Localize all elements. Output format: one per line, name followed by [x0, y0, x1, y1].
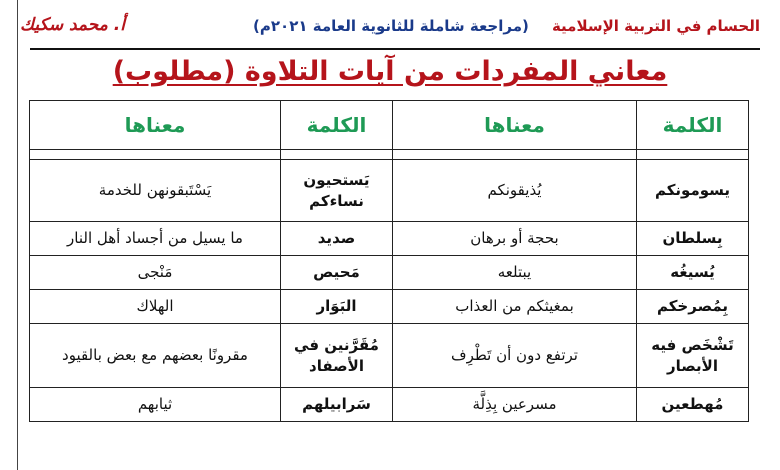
- meaning-cell: مَنْجى: [30, 256, 281, 290]
- meaning-cell: بمغيثكم من العذاب: [393, 290, 637, 324]
- review-label: (مراجعة شاملة للثانوية العامة ٢٠٢١م): [253, 16, 529, 35]
- column-header-word-2: الكلمة: [281, 101, 393, 150]
- word-cell: تَشْخَص فيه الأبصار: [637, 324, 749, 388]
- table-spacer-row: [30, 150, 749, 160]
- table-row: [30, 388, 749, 422]
- teacher-name: محمد سكيك: [20, 15, 108, 35]
- page-left-border: [17, 0, 18, 470]
- word-cell: بِسلطان: [637, 222, 749, 256]
- page-header: [20, 8, 760, 42]
- brand-name: الحسام: [706, 16, 760, 35]
- meaning-cell: مسرعين بِذِلَّة: [393, 388, 637, 422]
- header-divider: [30, 48, 760, 50]
- subject-name: في التربية الإسلامية: [551, 16, 702, 35]
- meaning-cell: يُذيقونكم: [393, 160, 637, 222]
- word-cell: يسومونكم: [637, 160, 749, 222]
- column-header-meaning-1: معناها: [393, 101, 637, 150]
- meaning-cell: ترتفع دون أن تَطْرِف: [393, 324, 637, 388]
- word-cell: صديد: [281, 222, 393, 256]
- table-row: [30, 160, 749, 222]
- word-cell: سَرابيلهم: [281, 388, 393, 422]
- word-cell: مَحيص: [281, 256, 393, 290]
- page-title: معاني المفردات من آيات التلاوة (مطلوب): [112, 56, 668, 87]
- word-cell: يُسيغُه: [637, 256, 749, 290]
- meaning-cell: الهلاك: [30, 290, 281, 324]
- teacher-prefix: أ.: [113, 15, 125, 35]
- meaning-cell: ما يسيل من أجساد أهل النار: [30, 222, 281, 256]
- vocabulary-table: [29, 100, 749, 422]
- table-row: [30, 222, 749, 256]
- word-cell: يَستحيون نساءكم: [281, 160, 393, 222]
- word-cell: مُقَرَّنين في الأصفاد: [281, 324, 393, 388]
- column-header-meaning-2: معناها: [30, 101, 281, 150]
- column-header-word-1: الكلمة: [637, 101, 749, 150]
- meaning-cell: يَسْتَبقونهن للخدمة: [30, 160, 281, 222]
- teacher-signature: [20, 15, 125, 35]
- table-row: [30, 324, 749, 388]
- meaning-cell: بحجة أو برهان: [393, 222, 637, 256]
- meaning-cell: يبتلعه: [393, 256, 637, 290]
- table-row: [30, 290, 749, 324]
- meaning-cell: مقرونًا بعضهم مع بعض بالقيود: [30, 324, 281, 388]
- word-cell: مُهطعين: [637, 388, 749, 422]
- meaning-cell: ثيابهم: [30, 388, 281, 422]
- header-right-group: [253, 16, 760, 35]
- word-cell: البَوَار: [281, 290, 393, 324]
- table-header-row: [30, 101, 749, 150]
- word-cell: بِمُصرخكم: [637, 290, 749, 324]
- table-row: [30, 256, 749, 290]
